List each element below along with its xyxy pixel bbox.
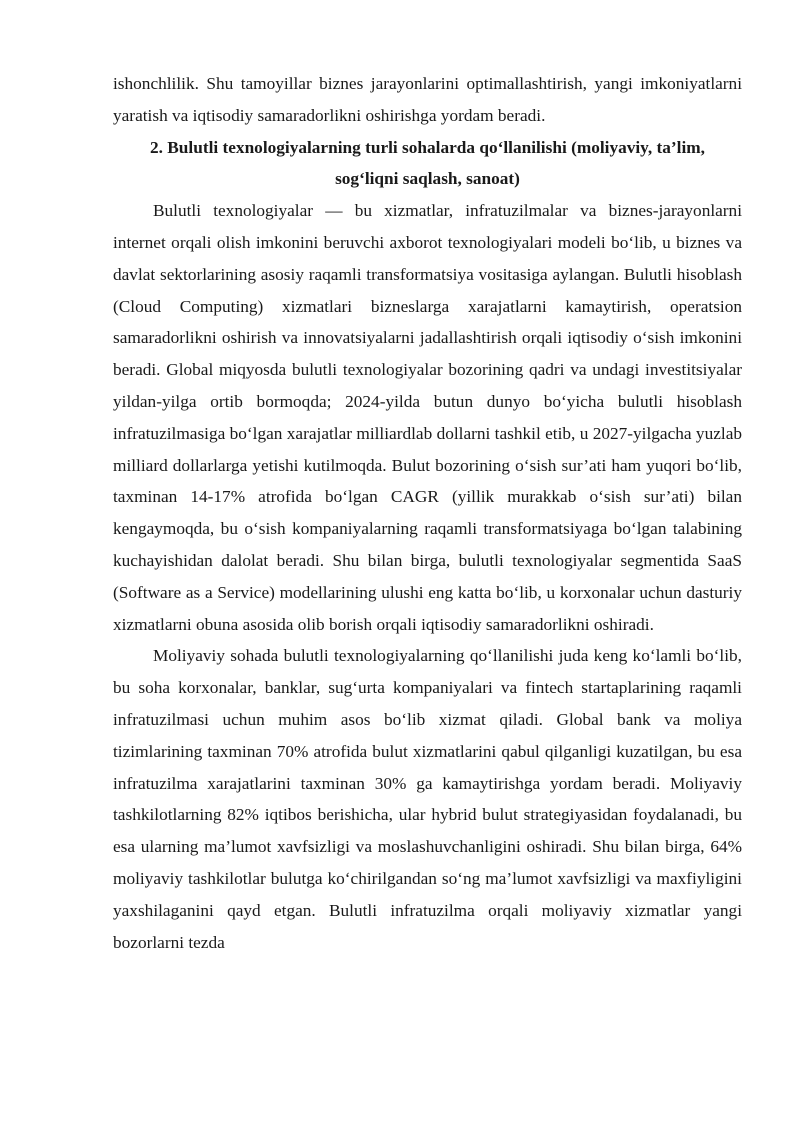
section-heading: 2. Bulutli texnologiyalarning turli sohalarda qo‘llanilishi (moliyaviy, ta’lim, sog‘liqni saqlash, sanoat) (150, 137, 705, 189)
document-page (113, 68, 742, 958)
body-paragraph: Moliyaviy sohada bulutli texnologiyalarning qo‘llanilishi juda keng ko‘lamli bo‘lib, bu soha korxonalar, banklar, sug‘urta kompaniyalari va fintech startaplarining raqamli infratuzilmasi uchun muhim asos bo‘lib xizmat qiladi. Global bank va moliya tizimlarining taxminan 70% atrofida bulut xizmatlarini qabul qilganligi kuzatilgan, bu esa infratuzilma xarajatlarini taxminan 30% ga kamaytirishga yordam beradi. Moliyaviy tashkilotlarning 82% iqtibos berishicha, ular hybrid bulut strategiyasidan foydalanadi, bu esa ularning ma’lumot xavfsizligi va moslashuvchanligini oshiradi. Shu bilan birga, 64% moliyaviy tashkilotlar bulutga ko‘chirilgandan so‘ng ma’lumot xavfsizligi va maxfiyligini yaxshilaganini qayd etgan. Bulutli infratuzilma orqali moliyaviy xizmatlar yangi bozorlarni tezda (113, 646, 742, 952)
intro-paragraph: ishonchlilik. Shu tamoyillar biznes jarayonlarini optimallashtirish, yangi imkoniyatlarni yaratish va iqtisodiy samaradorlikni oshirishga yordam beradi. (113, 74, 742, 125)
body-paragraph: Bulutli texnologiyalar — bu xizmatlar, infratuzilmalar va biznes-jarayonlarni internet orqali olish imkonini beruvchi axborot texnologiyalari modeli bo‘lib, u biznes va davlat sektorlarining asosiy raqamli transformatsiya vositasiga aylangan. Bulutli hisoblash (Cloud Computing) xizmatlari bizneslarga xarajatlarni kamaytirish, operatsion samaradorlikni oshirish va innovatsiyalarni jadallashtirish orqali iqtisodiy o‘sish imkonini beradi. Global miqyosda bulutli texnologiyalar bozorining qadri va undagi investitsiyalar yildan-yilga ortib bormoqda; 2024-yilda butun dunyo bo‘yicha bulutli hisoblash infratuzilmasiga bo‘lgan xarajatlar milliardlab dollarni tashkil etib, u 2027-yilgacha yuzlab milliard dollarlarga yetishi kutilmoqda. Bulut bozorining o‘sish sur’ati ham yuqori bo‘lib, taxminan 14-17% atrofida bo‘lgan CAGR (yillik murakkab o‘sish sur’ati) bilan kengaymoqda, bu o‘sish kompaniyalarning raqamli transformatsiyaga bo‘lgan talabining kuchayishidan dalolat beradi. Shu bilan birga, bulutli texnologiyalar segmentida SaaS (Software as a Service) modellarining ulushi eng katta bo‘lib, u korxonalar uchun dasturiy xizmatlarni obuna asosida olib borish orqali iqtisodiy samaradorlikni oshiradi. (113, 201, 742, 634)
